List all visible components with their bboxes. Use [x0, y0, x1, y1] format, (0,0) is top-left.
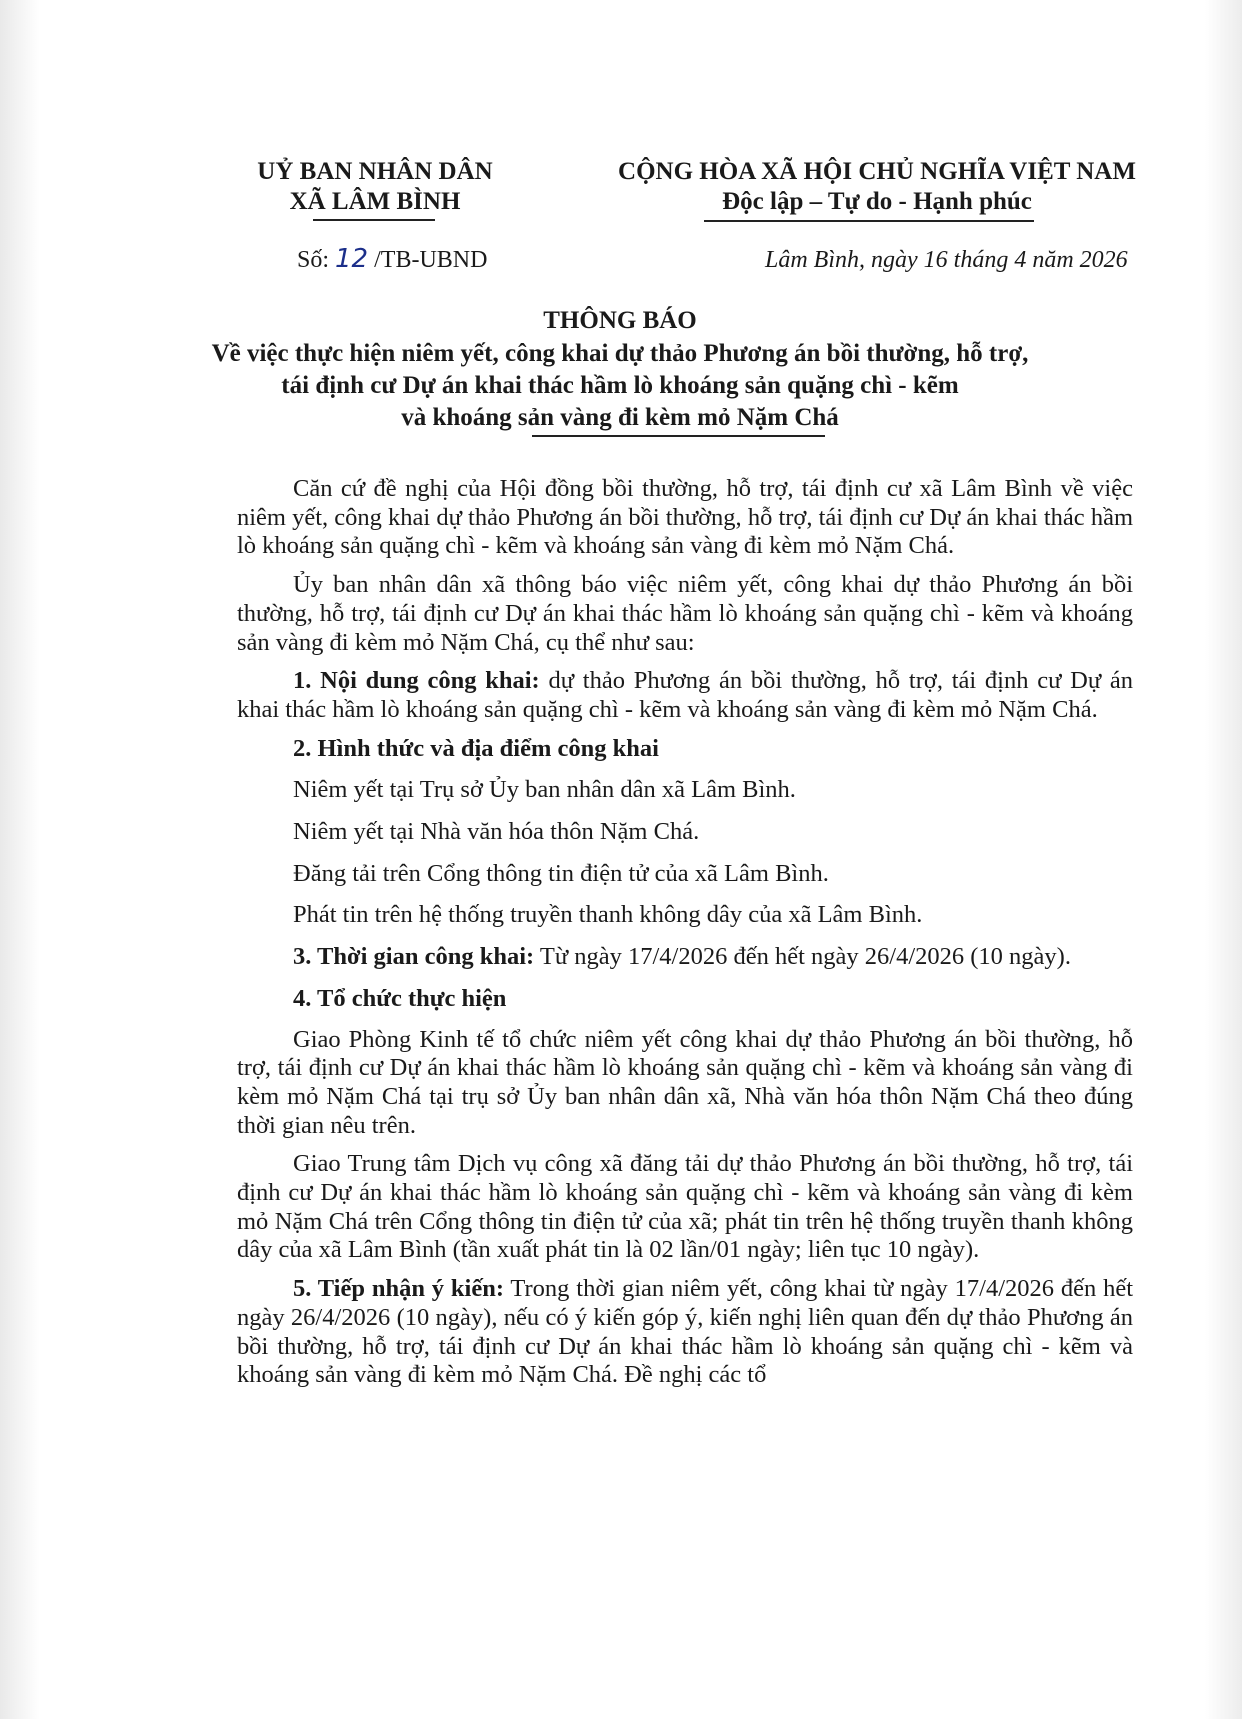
notice-subject-line-3: và khoáng sản vàng đi kèm mỏ Nặm Chá: [401, 404, 839, 431]
section-5-heading: 5. Tiếp nhận ý kiến:: [293, 1275, 505, 1303]
list-item: Niêm yết tại Nhà văn hóa thôn Nặm Chá.: [293, 818, 700, 846]
handwritten-number: 12: [335, 244, 369, 274]
notice-subject-line-1: Về việc thực hiện niêm yết, công khai dự thảo Phương án bồi thường, hỗ trợ,: [211, 340, 1029, 367]
section-4-paragraph-2: Giao Trung tâm Dịch vụ công xã đăng tải dự thảo Phương án bồi thường, hỗ trợ, tái định cư Dự án khai thác hầm lò khoáng sản quặng chì - kẽm và khoáng sản vàng đi kèm mỏ Nặm Chá trên Cổng thông tin điện tử của xã; phát tin trên hệ thống truyền thanh không dây của xã Lâm Bình (tần xuất phát tin là 02 lần/01 ngày; liên tục 10 ngày).: [237, 1150, 1133, 1264]
section-1-text: dự thảo Phương án bồi thường, hỗ trợ, tái định cư Dự án khai thác hầm lò khoáng sản quặng chì - kẽm và khoáng sản vàng đi kèm mỏ Nặm Chá.: [237, 667, 1133, 723]
section-4-heading: 4. Tổ chức thực hiện: [293, 984, 507, 1012]
document-number: [297, 244, 487, 274]
notice-body: [237, 475, 1133, 1390]
paragraph-announcement: Ủy ban nhân dân xã thông báo việc niêm yết, công khai dự thảo Phương án bồi thường, hỗ trợ, tái định cư Dự án khai thác hầm lò khoáng sản quặng chì - kẽm và khoáng sản vàng đi kèm mỏ Nặm Chá, cụ thể như sau:: [237, 571, 1133, 656]
section-3-heading: 3. Thời gian công khai:: [293, 943, 535, 971]
motto-underline: [704, 220, 1034, 222]
section-5-text: Trong thời gian niêm yết, công khai từ ngày 17/4/2026 đến hết ngày 26/4/2026 (10 ngày), nếu có ý kiến góp ý, kiến nghị liên quan đến dự thảo Phương án bồi thường, hỗ trợ, tái định cư Dự án khai thác hầm lò khoáng sản quặng chì - kẽm và khoáng sản vàng đi kèm mỏ Nặm Chá. Đề nghị các tổ: [237, 1275, 1133, 1389]
section-4-paragraph-1: Giao Phòng Kinh tế tổ chức niêm yết công khai dự thảo Phương án bồi thường, hỗ trợ, tái định cư Dự án khai thác hầm lò khoáng sản quặng chì - kẽm và khoáng sản vàng đi kèm mỏ Nặm Chá tại trụ sở Ủy ban nhân dân xã, Nhà văn hóa thôn Nặm Chá theo đúng thời gian nêu trên.: [237, 1025, 1133, 1139]
title-underline: [532, 435, 825, 437]
national-motto: Độc lập – Tự do - Hạnh phúc: [722, 188, 1032, 215]
section-1: [237, 667, 1133, 724]
national-title: CỘNG HÒA XÃ HỘI CHỦ NGHĨA VIỆT NAM: [618, 158, 1136, 185]
document-number-suffix: /TB-UBND: [374, 247, 488, 273]
authority-underline: [313, 219, 435, 221]
notice-subject-line-2: tái định cư Dự án khai thác hầm lò khoáng sản quặng chì - kẽm: [281, 372, 959, 399]
authority-line-2: XÃ LÂM BÌNH: [289, 188, 461, 215]
list-item: Niêm yết tại Trụ sở Ủy ban nhân dân xã Lâm Bình.: [293, 776, 796, 804]
section-2-heading: 2. Hình thức và địa điểm công khai: [293, 734, 659, 762]
section-5: [237, 1275, 1133, 1390]
document-date: Lâm Bình, ngày 16 tháng 4 năm 2026: [765, 247, 1128, 273]
paragraph-basis: Căn cứ đề nghị của Hội đồng bồi thường, hỗ trợ, tái định cư xã Lâm Bình về việc niêm yết, công khai dự thảo Phương án bồi thường, hỗ trợ, tái định cư Dự án khai thác hầm lò khoáng sản quặng chì - kẽm và khoáng sản vàng đi kèm mỏ Nặm Chá.: [237, 475, 1133, 560]
notice-title: THÔNG BÁO: [543, 307, 697, 334]
section-3: [237, 943, 1133, 972]
list-item: Đăng tải trên Cổng thông tin điện tử của xã Lâm Bình.: [293, 859, 829, 887]
section-1-heading: 1. Nội dung công khai:: [293, 667, 540, 695]
document-number-prefix: Số:: [297, 247, 330, 273]
list-item: Phát tin trên hệ thống truyền thanh không dây của xã Lâm Bình.: [293, 901, 923, 929]
section-3-text: Từ ngày 17/4/2026 đến hết ngày 26/4/2026 (10 ngày).: [534, 943, 1071, 971]
authority-line-1: UỶ BAN NHÂN DÂN: [257, 158, 493, 185]
